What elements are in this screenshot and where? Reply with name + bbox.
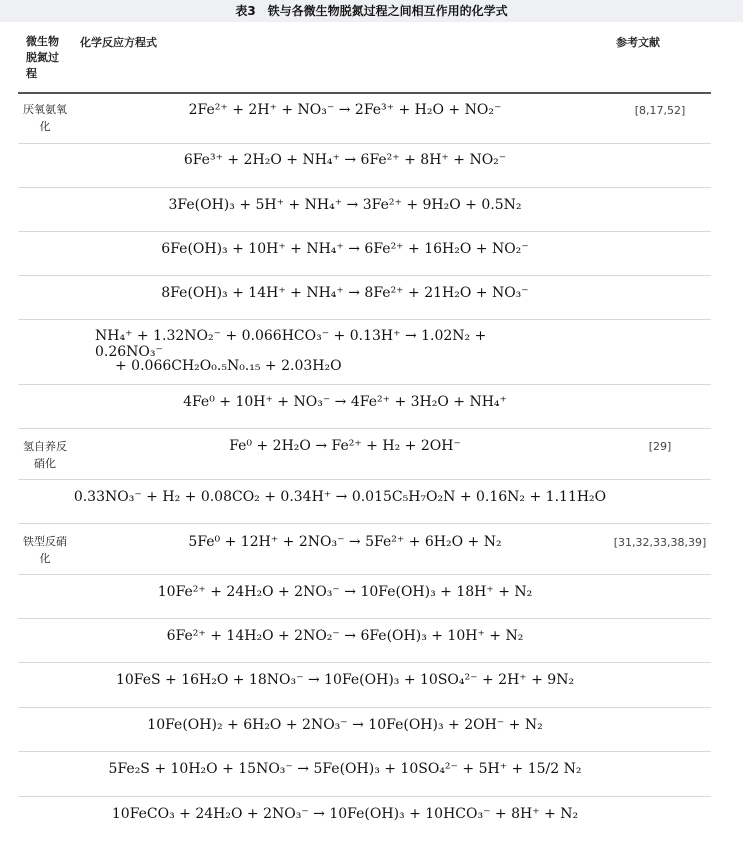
- equation-row: 6Fe²⁺ + 14H₂O + 2NO₂⁻ → 6Fe(OH)₃ + 10H⁺ + N₂: [166, 628, 524, 644]
- equation-row-continued: + 0.066CH₂O₀.₅N₀.₁₅ + 2.03H₂O: [115, 358, 342, 374]
- row-divider: [18, 143, 711, 144]
- table-caption: 表3 铁与各微生物脱氮过程之间相互作用的化学式: [0, 0, 743, 22]
- reference-cell: [29]: [648, 440, 672, 453]
- equation-row: 3Fe(OH)₃ + 5H⁺ + NH₄⁺ → 3Fe²⁺ + 9H₂O + 0.5N₂: [168, 197, 522, 213]
- row-divider: [18, 319, 711, 320]
- row-divider: [18, 384, 711, 385]
- header-divider: [18, 92, 711, 94]
- equation-row: 10Fe²⁺ + 24H₂O + 2NO₃⁻ → 10Fe(OH)₃ + 18H⁺ + N₂: [157, 584, 533, 600]
- equation-row: Fe⁰ + 2H₂O → Fe²⁺ + H₂ + 2OH⁻: [229, 438, 461, 454]
- row-divider: [18, 574, 711, 575]
- reference-cell: [8,17,52]: [634, 104, 686, 117]
- row-divider: [18, 796, 711, 797]
- equation-row: 8Fe(OH)₃ + 14H⁺ + NH₄⁺ → 8Fe²⁺ + 21H₂O + NO₃⁻: [161, 285, 529, 301]
- equation-row: 10FeS + 16H₂O + 18NO₃⁻ → 10Fe(OH)₃ + 10SO₄²⁻ + 2H⁺ + 9N₂: [115, 672, 575, 688]
- equation-row: 6Fe(OH)₃ + 10H⁺ + NH₄⁺ → 6Fe²⁺ + 16H₂O + NO₂⁻: [161, 241, 529, 257]
- header-reference: 参考文献: [616, 36, 660, 49]
- row-divider: [18, 187, 711, 188]
- equation-row: 0.33NO₃⁻ + H₂ + 0.08CO₂ + 0.34H⁺ → 0.015C₅H₇O₂N + 0.16N₂ + 1.11H₂O: [73, 489, 607, 505]
- category-iron-denitrification: 铁型反硝化: [23, 535, 67, 565]
- row-divider: [18, 275, 711, 276]
- equation-row: NH₄⁺ + 1.32NO₂⁻ + 0.066HCO₃⁻ + 0.13H⁺ → 1.02N₂ + 0.26NO₃⁻: [95, 328, 487, 360]
- row-divider: [18, 479, 711, 480]
- equation-row: 10FeCO₃ + 24H₂O + 2NO₃⁻ → 10Fe(OH)₃ + 10HCO₃⁻ + 8H⁺ + N₂: [111, 806, 579, 822]
- header-process: 微生物脱氮过程: [26, 35, 59, 80]
- row-divider: [18, 231, 711, 232]
- row-divider: [18, 751, 711, 752]
- category-anammox: 厌氧氨氧化: [23, 103, 67, 133]
- row-divider: [18, 707, 711, 708]
- header-equation: 化学反应方程式: [80, 36, 157, 49]
- equation-row: 4Fe⁰ + 10H⁺ + NO₃⁻ → 4Fe²⁺ + 3H₂O + NH₄⁺: [183, 394, 507, 410]
- reference-cell: [31,32,33,38,39]: [613, 536, 707, 549]
- category-hydrogenotrophic-denitrification: 氢自养反硝化: [23, 440, 67, 470]
- row-divider: [18, 662, 711, 663]
- equation-row: 6Fe³⁺ + 2H₂O + NH₄⁺ → 6Fe²⁺ + 8H⁺ + NO₂⁻: [183, 152, 507, 168]
- row-divider: [18, 618, 711, 619]
- equation-row: 5Fe⁰ + 12H⁺ + 2NO₃⁻ → 5Fe²⁺ + 6H₂O + N₂: [188, 534, 502, 550]
- equation-row: 10Fe(OH)₂ + 6H₂O + 2NO₃⁻ → 10Fe(OH)₃ + 2OH⁻ + N₂: [147, 717, 543, 733]
- equation-row: 5Fe₂S + 10H₂O + 15NO₃⁻ → 5Fe(OH)₃ + 10SO₄²⁻ + 5H⁺ + 15/2 N₂: [108, 761, 582, 777]
- row-divider: [18, 428, 711, 429]
- equation-row: 2Fe²⁺ + 2H⁺ + NO₃⁻ → 2Fe³⁺ + H₂O + NO₂⁻: [188, 102, 502, 118]
- row-divider: [18, 523, 711, 524]
